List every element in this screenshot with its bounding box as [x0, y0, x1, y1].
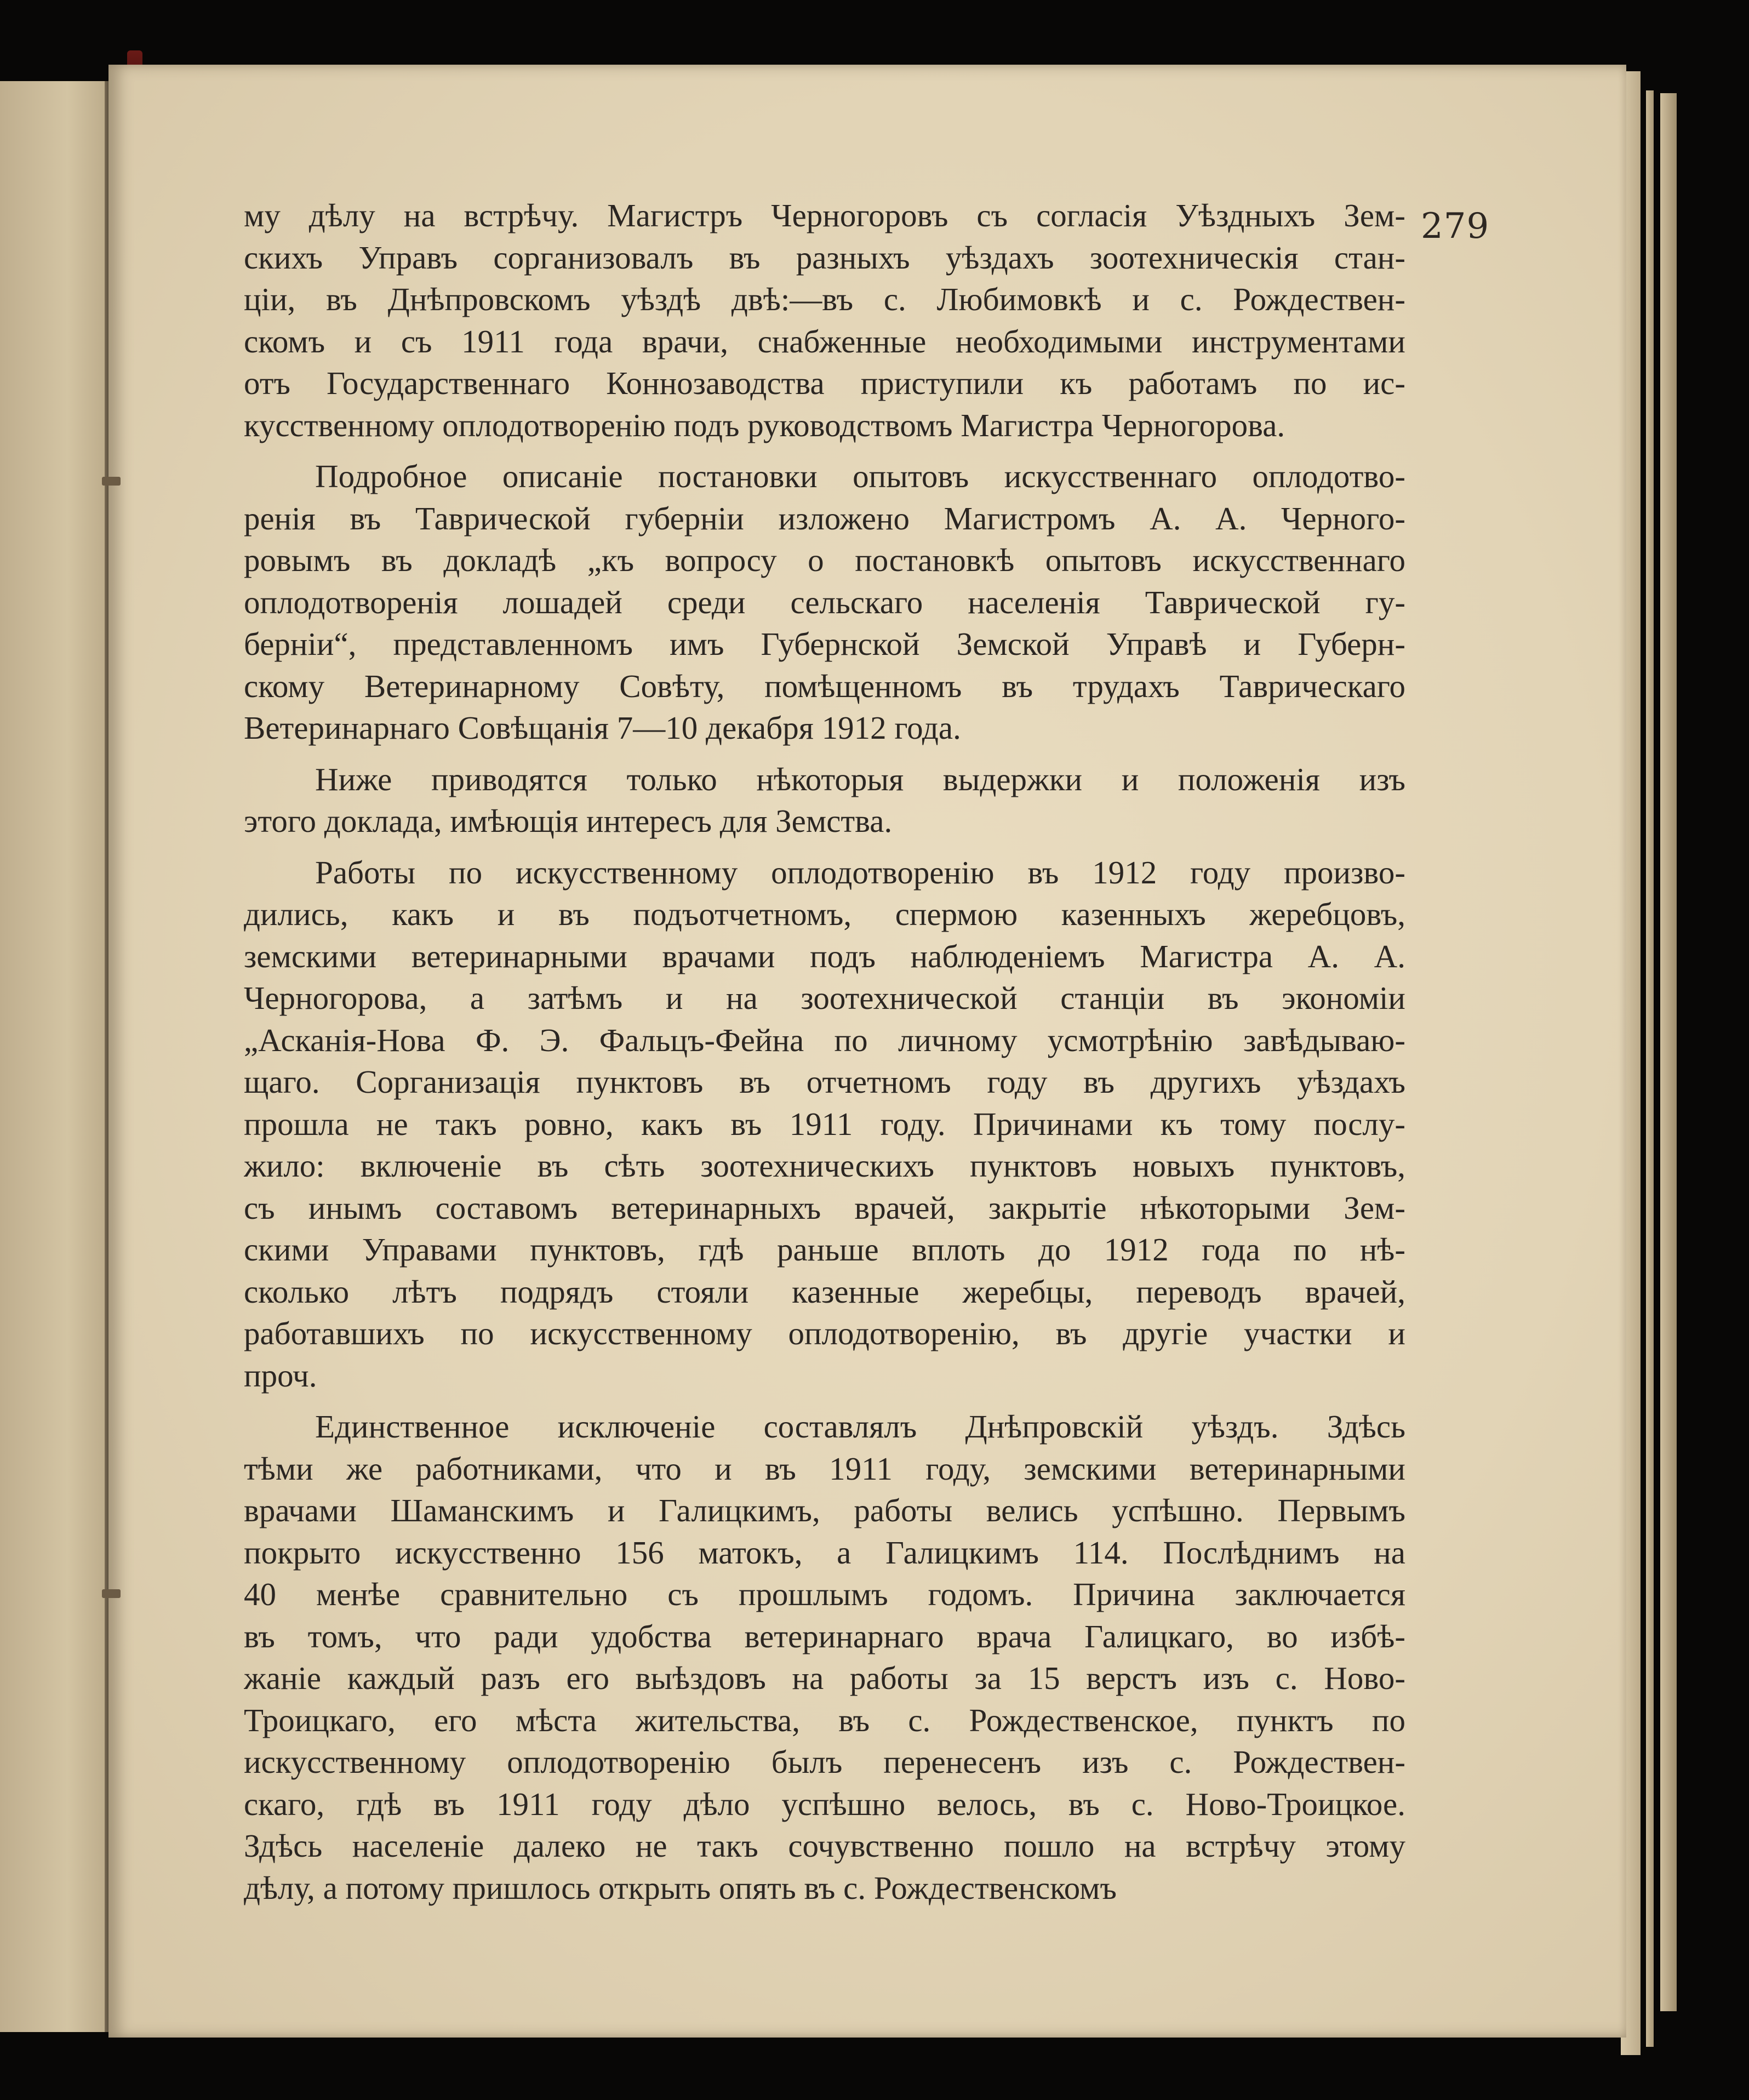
text-line: скомъ и съ 1911 года врачи, снабженные необходимыми инструментами — [244, 323, 1405, 359]
text-line: Работы по искусственному оплодотворенію въ 1912 году произво- — [315, 854, 1405, 891]
paragraph-gap — [244, 446, 1405, 455]
text-line: этого доклада, имѣющія интересъ для Земства. — [244, 803, 893, 839]
text-line: дились, какъ и въ подъотчетномъ, спермою казенныхъ жеребцовъ, — [244, 896, 1405, 932]
page-edge-stack — [1646, 90, 1654, 2047]
text-line: берніи“, представленномъ имъ Губернской Земской Управѣ и Губерн- — [244, 626, 1405, 662]
text-line: Ветеринарнаго Совѣщанія 7—10 декабря 1912 года. — [244, 710, 961, 746]
text-line: съ инымъ составомъ ветеринарныхъ врачей, закрытіе нѣкоторыми Зем- — [244, 1189, 1405, 1226]
text-line: отъ Государственнаго Коннозаводства приступили къ работамъ по ис- — [244, 365, 1405, 401]
text-line: кусственному оплодотворенію подъ руководствомъ Магистра Черногорова. — [244, 407, 1285, 443]
text-line: Ниже приводятся только нѣкоторыя выдержки и положенія изъ — [315, 761, 1405, 797]
text-line: скихъ Управъ сорганизовалъ въ разныхъ уѣздахъ зоотехническія стан- — [244, 239, 1405, 276]
text-line: работавшихъ по искусственному оплодотворенію, въ другіе участки и — [244, 1315, 1405, 1351]
text-line: ровымъ въ докладѣ „къ вопросу о постановкѣ опытовъ искусственнаго — [244, 542, 1405, 578]
text-line: Черногорова, а затѣмъ и на зоотехнической станціи въ экономіи — [244, 980, 1405, 1016]
text-line: скому Ветеринарному Совѣту, помѣщенномъ въ трудахъ Таврическаго — [244, 667, 1405, 704]
paragraph-gap — [244, 1396, 1405, 1406]
text-line: врачами Шаманскимъ и Галицкимъ, работы велись успѣшно. Первымъ — [244, 1492, 1405, 1528]
text-line: щаго. Сорганизація пунктовъ въ отчетномъ году въ другихъ уѣздахъ — [244, 1064, 1405, 1100]
text-line: жаніе каждый разъ его выѣздовъ на работы за 15 верстъ изъ с. Ново- — [244, 1660, 1405, 1696]
text-line: 40 менѣе сравнительно съ прошлымъ годомъ. Причина заключается — [244, 1576, 1405, 1612]
text-line: проч. — [244, 1357, 317, 1394]
paragraph-gap — [244, 749, 1405, 758]
paragraph — [244, 455, 1405, 749]
text-line: Троицкаго, его мѣста жительства, въ с. Рождественское, пунктъ по — [244, 1702, 1405, 1738]
text-line: скими Управами пунктовъ, гдѣ раньше вплоть до 1912 года по нѣ- — [244, 1231, 1405, 1268]
text-line: Подробное описаніе постановки опытовъ искусственнаго оплодотво- — [315, 458, 1405, 494]
text-line: Здѣсь населеніе далеко не такъ сочувственно пошло на встрѣчу этому — [244, 1828, 1405, 1864]
text-line: оплодотворенія лошадей среди сельскаго населенія Таврической гу- — [244, 584, 1405, 620]
text-line: ціи, въ Днѣпровскомъ уѣздѣ двѣ:—въ с. Любимовкѣ и с. Рождествен- — [244, 281, 1405, 317]
paragraph-gap — [244, 842, 1405, 852]
binding-thread-mark — [102, 1589, 121, 1598]
text-line: „Асканія-Нова Ф. Э. Фальцъ-Фейна по личному усмотрѣнію завѣдываю- — [244, 1022, 1405, 1058]
text-line: му дѣлу на встрѣчу. Магистръ Черногоровъ съ согласія Уѣздныхъ Зем- — [244, 197, 1405, 233]
binding-thread-mark — [102, 477, 121, 486]
text-line: ренія въ Таврической губерніи изложено Магистромъ А. А. Черного- — [244, 500, 1405, 537]
text-line: тѣми же работниками, что и въ 1911 году, земскими ветеринарными — [244, 1450, 1405, 1487]
page-number: 279 — [1421, 206, 1490, 247]
text-line: прошла не такъ ровно, какъ въ 1911 году. Причинами къ тому послу- — [244, 1105, 1405, 1142]
paragraph — [244, 1406, 1405, 1909]
left-facing-page-edge — [0, 81, 112, 2032]
text-line: скаго, гдѣ въ 1911 году дѣло успѣшно велось, въ с. Ново-Троицкое. — [244, 1785, 1405, 1822]
text-line: дѣлу, а потому пришлось открыть опять въ с. Рождественскомъ — [244, 1869, 1117, 1906]
paragraph — [244, 758, 1405, 842]
text-line: Единственное исключеніе составлялъ Днѣпровскій уѣздъ. Здѣсь — [315, 1408, 1405, 1445]
text-line: покрыто искусственно 156 матокъ, а Галицкимъ 114. Послѣднимъ на — [244, 1534, 1405, 1571]
text-line: искусственному оплодотворенію былъ перенесенъ изъ с. Рождествен- — [244, 1744, 1405, 1780]
text-line: жило: включеніе въ сѣть зоотехническихъ пунктовъ новыхъ пунктовъ, — [244, 1148, 1405, 1184]
body-text — [244, 195, 1405, 1909]
text-line: земскими ветеринарными врачами подъ наблюденіемъ Магистра А. А. — [244, 938, 1405, 974]
paragraph — [244, 852, 1405, 1397]
page-edge-stack — [1660, 93, 1677, 2011]
paragraph — [244, 195, 1405, 446]
text-line: сколько лѣтъ подрядъ стояли казенные жеребцы, переводъ врачей, — [244, 1273, 1405, 1310]
text-line: въ томъ, что ради удобства ветеринарнаго врача Галицкаго, во избѣ- — [244, 1618, 1405, 1654]
